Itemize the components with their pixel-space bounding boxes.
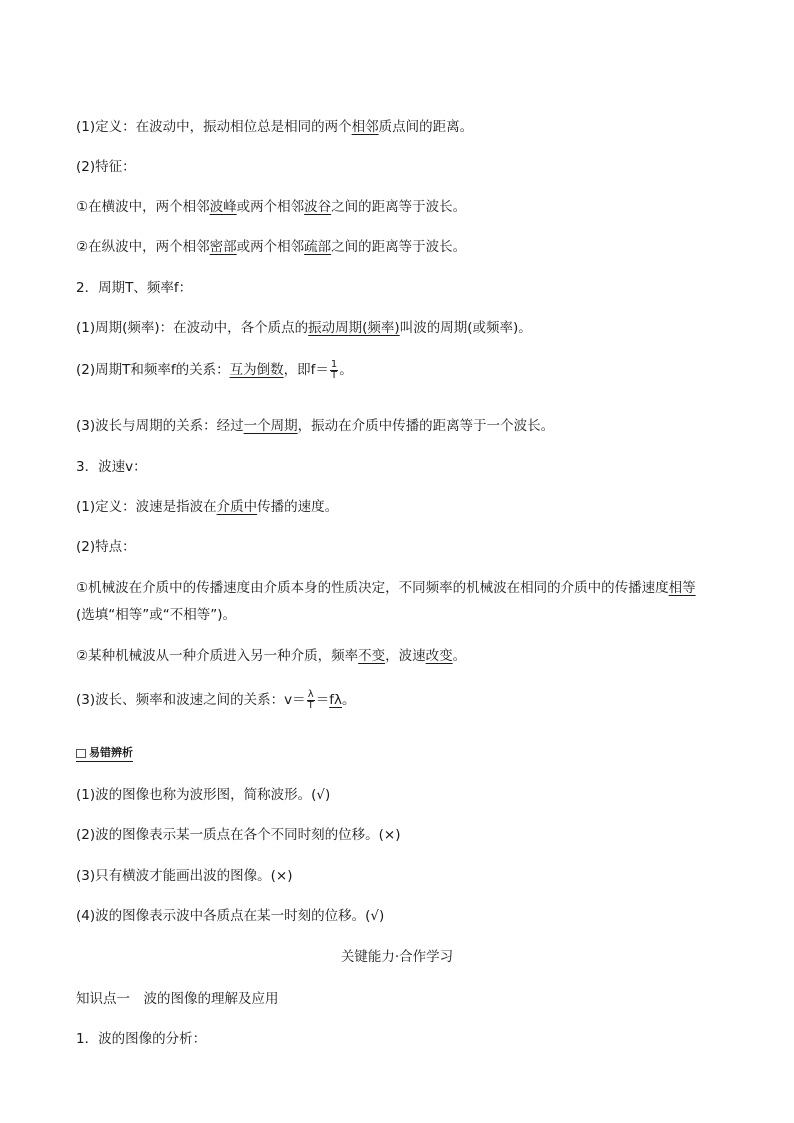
answer-blank: 相等 [668, 580, 696, 596]
knowledge-point-item: 1．波的图像的分析： [76, 1031, 207, 1047]
answer-blank: 互为倒数 [229, 362, 284, 378]
speed-definition: (1)定义：波速是指波在介质中传播的速度。 [76, 499, 339, 515]
speed-feature-2: ②某种机械波从一种介质进入另一种介质，频率不变，波速改变。 [76, 648, 467, 664]
error-item: (2)波的图像表示某一质点在各个不同时刻的位移。(×) [76, 827, 401, 843]
answer-blank: 振动周期(频率) [308, 320, 400, 336]
answer-blank: 不变 [358, 648, 386, 664]
error-item: (1)波的图像也称为波形图，简称波形。(√) [76, 787, 331, 803]
period-frequency-relation: (2)周期T和频率f的关系：互为倒数，即f＝ $\frac{1}{T}$ 。 [76, 358, 353, 381]
error-item: (4)波的图像表示波中各质点在某一时刻的位移。(√) [76, 908, 385, 924]
section-title: 关键能力·合作学习 [340, 949, 454, 965]
answer-blank: 相邻 [351, 119, 379, 135]
wavelength-feature-1: ①在横波中，两个相邻波峰或两个相邻波谷之间的距离等于波长。 [76, 199, 467, 215]
period-heading: 2．周期T、频率f： [76, 280, 193, 296]
error-analysis-heading: 易错辨析 [76, 744, 133, 762]
answer-blank: 波峰 [209, 199, 237, 215]
box-icon [76, 749, 86, 758]
wavelength-feature-label: (2)特征： [76, 159, 136, 175]
answer-blank: 疏部 [304, 239, 332, 255]
answer-blank: 密部 [209, 239, 237, 255]
period-definition: (1)周期(频率)：在波动中，各个质点的振动周期(频率)叫波的周期(或频率)。 [76, 320, 532, 336]
wavelength-period-relation: (3)波长与周期的关系：经过一个周期，振动在介质中传播的距离等于一个波长。 [76, 418, 555, 434]
speed-feature-1-cont: (选填“相等”或“不相等”)。 [76, 607, 237, 623]
answer-blank: 改变 [425, 648, 453, 664]
speed-features-label: (2)特点： [76, 539, 136, 555]
wavelength-definition: (1)定义：在波动中，振动相位总是相同的两个相邻质点间的距离。 [76, 119, 474, 135]
wavelength-feature-2: ②在纵波中，两个相邻密部或两个相邻疏部之间的距离等于波长。 [76, 239, 467, 255]
fraction-lambda-over-t: $\frac{\lambda}{T}$ [307, 688, 314, 711]
speed-heading: 3．波速v： [76, 459, 147, 475]
answer-blank: 介质中 [216, 499, 258, 515]
answer-blank: 一个周期 [243, 418, 298, 434]
answer-blank: 波谷 [304, 199, 332, 215]
knowledge-point-heading: 知识点一 波的图像的理解及应用 [76, 991, 279, 1007]
answer-blank: fλ [329, 692, 342, 708]
speed-feature-1: ①机械波在介质中的传播速度由介质本身的性质决定，不同频率的机械波在相同的介质中的传播速度相等 [76, 580, 696, 596]
error-item: (3)只有横波才能画出波的图像。(×) [76, 868, 293, 884]
wave-relation-formula: (3)波长、频率和波速之间的关系：v＝ $\frac{\lambda}{T}$ ＝fλ。 [76, 688, 356, 711]
fraction-1-over-t: $\frac{1}{T}$ [330, 358, 338, 381]
